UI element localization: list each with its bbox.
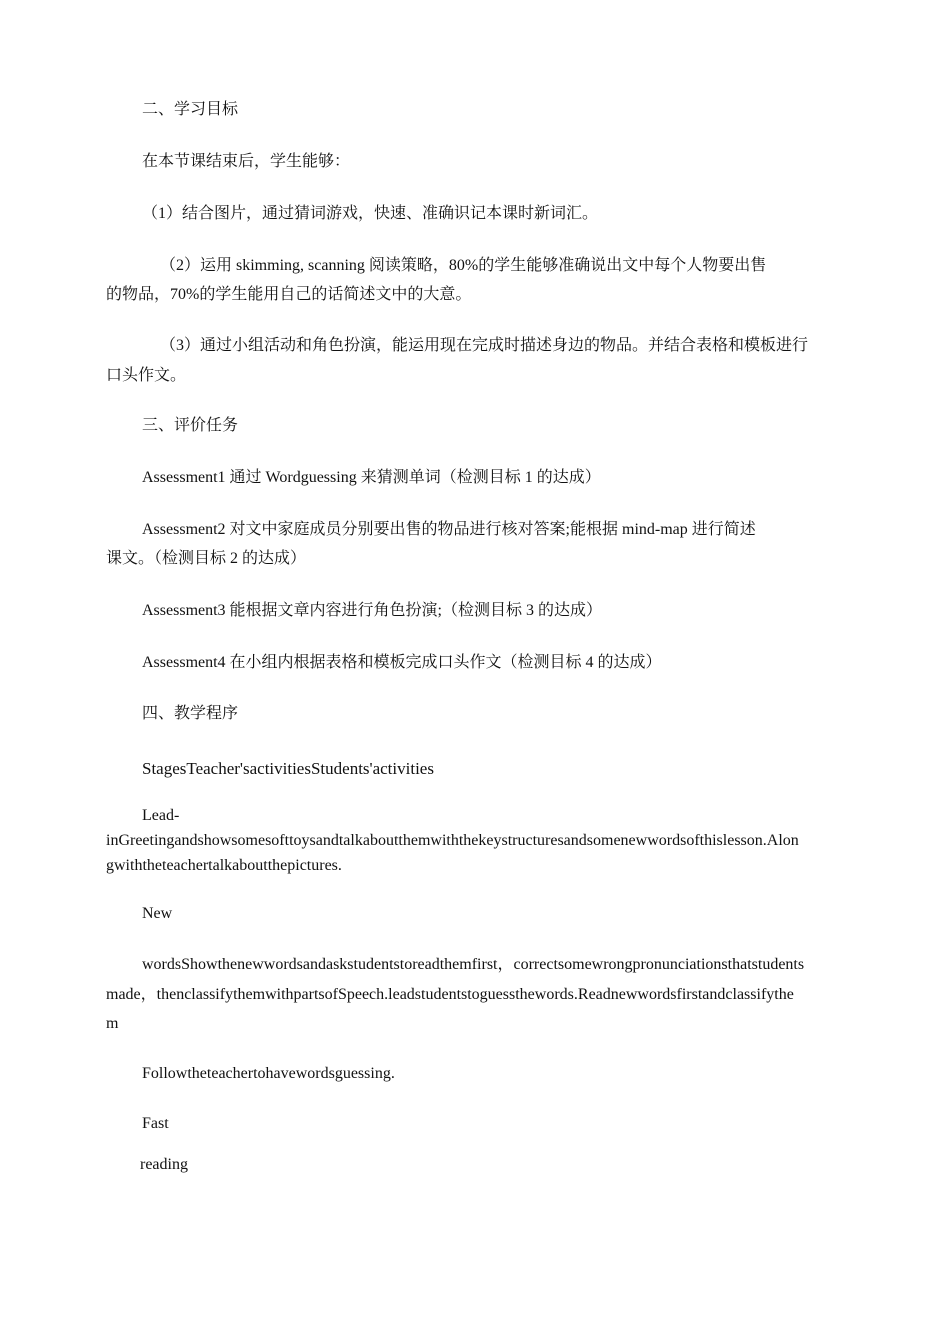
new-words-line-4: m bbox=[106, 1015, 119, 1032]
assessment-2-line-2: 课文。（检测目标 2 的达成） bbox=[106, 550, 307, 567]
leadin-line-1: Lead- bbox=[142, 807, 180, 824]
table-header: StagesTeacher'sactivitiesStudents'activities bbox=[142, 759, 434, 778]
leadin-line-3: gwiththeteachertalkaboutthepictures. bbox=[106, 857, 342, 874]
objectives-intro: 在本节课结束后，学生能够： bbox=[142, 153, 351, 170]
objective-1: （1）结合图片，通过猜词游戏，快速、准确识记本课时新词汇。 bbox=[142, 205, 599, 222]
objective-2-line-2: 的物品，70%的学生能用自己的话简述文中的大意。 bbox=[106, 286, 472, 303]
objectives-heading: 二、学习目标 bbox=[142, 101, 239, 118]
follow-activity: Followtheteachertohavewordsguessing. bbox=[142, 1065, 395, 1082]
fast-reading-line-1: Fast bbox=[142, 1115, 169, 1132]
new-words-line-3: made，thenclassifythemwithpartsofSpeech.leadstudentstoguessthewords.Readnewwordsfirstandclassifythe bbox=[106, 986, 794, 1003]
leadin-line-2: inGreetingandshowsomesofttoysandtalkaboutthemwiththekeystructuresandsomenewwordsofthislesson.Alon bbox=[106, 832, 799, 849]
objective-2-line-1: （2）运用 skimming, scanning 阅读策略，80%的学生能够准确说出文中每个人物要出售 bbox=[160, 257, 767, 274]
assessment-2-line-1: Assessment2 对文中家庭成员分别要出售的物品进行核对答案;能根据 mind-map 进行简述 bbox=[142, 521, 756, 538]
procedure-heading: 四、教学程序 bbox=[142, 705, 239, 722]
assessment-4: Assessment4 在小组内根据表格和模板完成口头作文（检测目标 4 的达成） bbox=[142, 654, 662, 671]
objective-3-line-1: （3）通过小组活动和角色扮演，能运用现在完成时描述身边的物品。并结合表格和模板进行 bbox=[160, 337, 809, 354]
assessment-1: Assessment1 通过 Wordguessing 来猜测单词（检测目标 1 的达成） bbox=[142, 469, 601, 486]
assessment-heading: 三、评价任务 bbox=[142, 417, 239, 434]
new-words-line-1: New bbox=[142, 905, 173, 922]
assessment-3: Assessment3 能根据文章内容进行角色扮演;（检测目标 3 的达成） bbox=[142, 602, 603, 619]
objective-3-line-2: 口头作文。 bbox=[106, 367, 187, 384]
fast-reading-line-2: reading bbox=[140, 1156, 188, 1173]
new-words-line-2: wordsShowthenewwordsandaskstudentstoreadthemfirst，correctsomewrongpronunciationsthatstudents bbox=[142, 956, 805, 973]
